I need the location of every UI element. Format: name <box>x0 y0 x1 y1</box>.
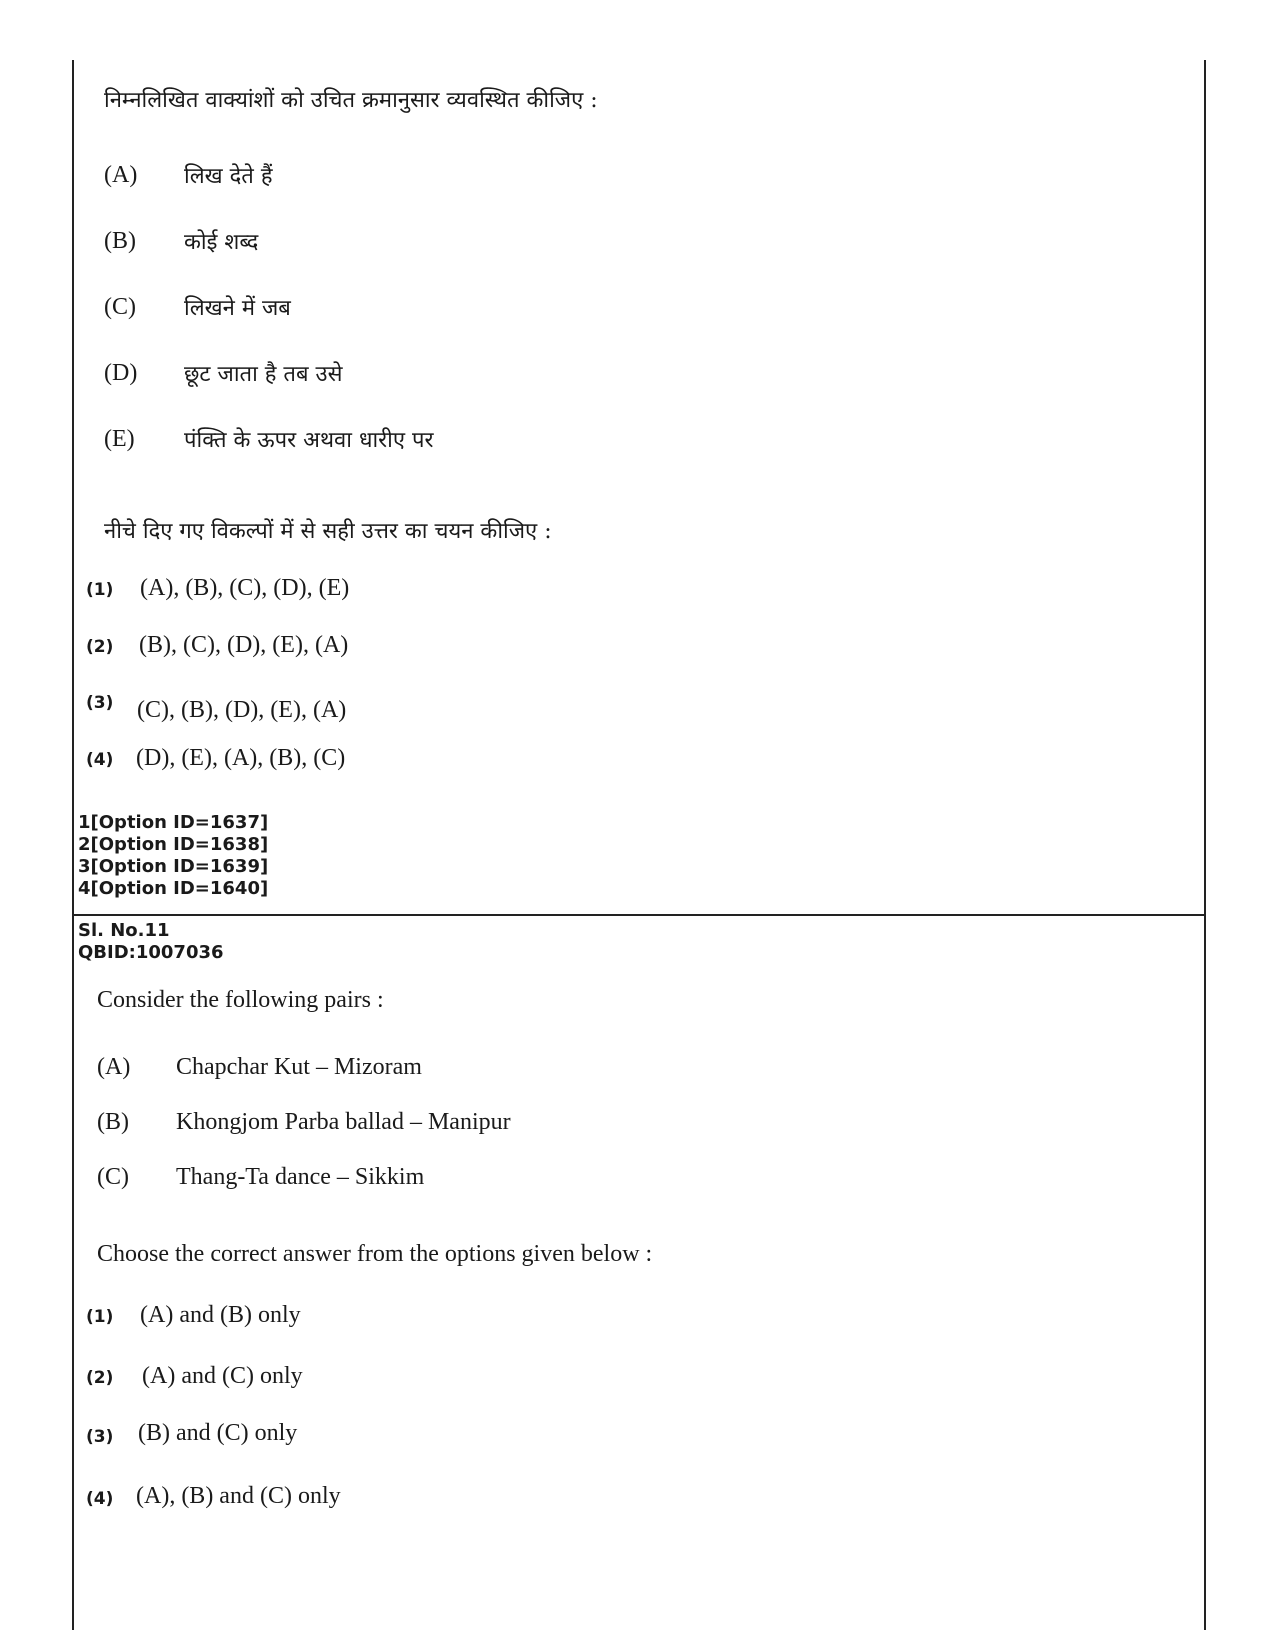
q11-option-3[interactable]: (B) and (C) only <box>138 1420 298 1446</box>
option-id-4: 4[Option ID=1640] <box>78 878 269 899</box>
q11-option-4[interactable]: (A), (B) and (C) only <box>136 1483 341 1509</box>
q10-item-label-d: (D) <box>104 360 138 386</box>
q11-item-text-a: Chapchar Kut – Mizoram <box>176 1054 422 1080</box>
q11-option-number-4: (4) <box>86 1489 114 1509</box>
q10-item-label-e: (E) <box>104 426 135 452</box>
q10-item-text-e: पंक्ति के ऊपर अथवा धारीए पर <box>184 428 434 453</box>
q11-item-text-c: Thang-Ta dance – Sikkim <box>176 1164 425 1190</box>
q10-item-label-a: (A) <box>104 162 138 188</box>
q11-option-1[interactable]: (A) and (B) only <box>140 1302 301 1328</box>
q11-option-number-1: (1) <box>86 1307 114 1327</box>
q10-option-number-4: (4) <box>86 750 114 770</box>
q10-instruction: निम्नलिखित वाक्यांशों को उचित क्रमानुसार व्यवस्थित कीजिए : <box>104 88 598 113</box>
q11-item-label-b: (B) <box>97 1109 129 1135</box>
q11-option-number-2: (2) <box>86 1368 114 1388</box>
q10-item-text-b: कोई शब्द <box>184 230 259 255</box>
option-id-1: 1[Option ID=1637] <box>78 812 269 833</box>
question-divider <box>72 914 1206 916</box>
option-id-3: 3[Option ID=1639] <box>78 856 269 877</box>
q10-choose-prompt: नीचे दिए गए विकल्पों में से सही उत्तर का चयन कीजिए : <box>104 519 552 544</box>
q11-instruction: Consider the following pairs : <box>97 987 384 1013</box>
q11-choose-prompt: Choose the correct answer from the options given below : <box>97 1241 653 1267</box>
q10-option-4[interactable]: (D), (E), (A), (B), (C) <box>136 745 346 771</box>
q11-item-text-b: Khongjom Parba ballad – Manipur <box>176 1109 511 1135</box>
q10-item-text-c: लिखने में जब <box>184 296 291 321</box>
qbid: QBID:1007036 <box>78 942 224 963</box>
q10-option-1[interactable]: (A), (B), (C), (D), (E) <box>140 575 350 601</box>
q10-option-2[interactable]: (B), (C), (D), (E), (A) <box>139 632 349 658</box>
q11-option-2[interactable]: (A) and (C) only <box>142 1363 303 1389</box>
q10-option-number-1: (1) <box>86 580 114 600</box>
q10-item-label-b: (B) <box>104 228 136 254</box>
q10-option-number-2: (2) <box>86 637 114 657</box>
q10-item-label-c: (C) <box>104 294 136 320</box>
q11-item-label-c: (C) <box>97 1164 129 1190</box>
sl-no: Sl. No.11 <box>78 920 170 941</box>
q10-option-number-3: (3) <box>86 693 114 713</box>
q10-item-text-d: छूट जाता है तब उसे <box>184 362 343 387</box>
option-id-2: 2[Option ID=1638] <box>78 834 269 855</box>
q11-option-number-3: (3) <box>86 1427 114 1447</box>
q10-option-3[interactable]: (C), (B), (D), (E), (A) <box>137 697 347 723</box>
q10-item-text-a: लिख देते हैं <box>184 164 273 189</box>
q11-item-label-a: (A) <box>97 1054 131 1080</box>
